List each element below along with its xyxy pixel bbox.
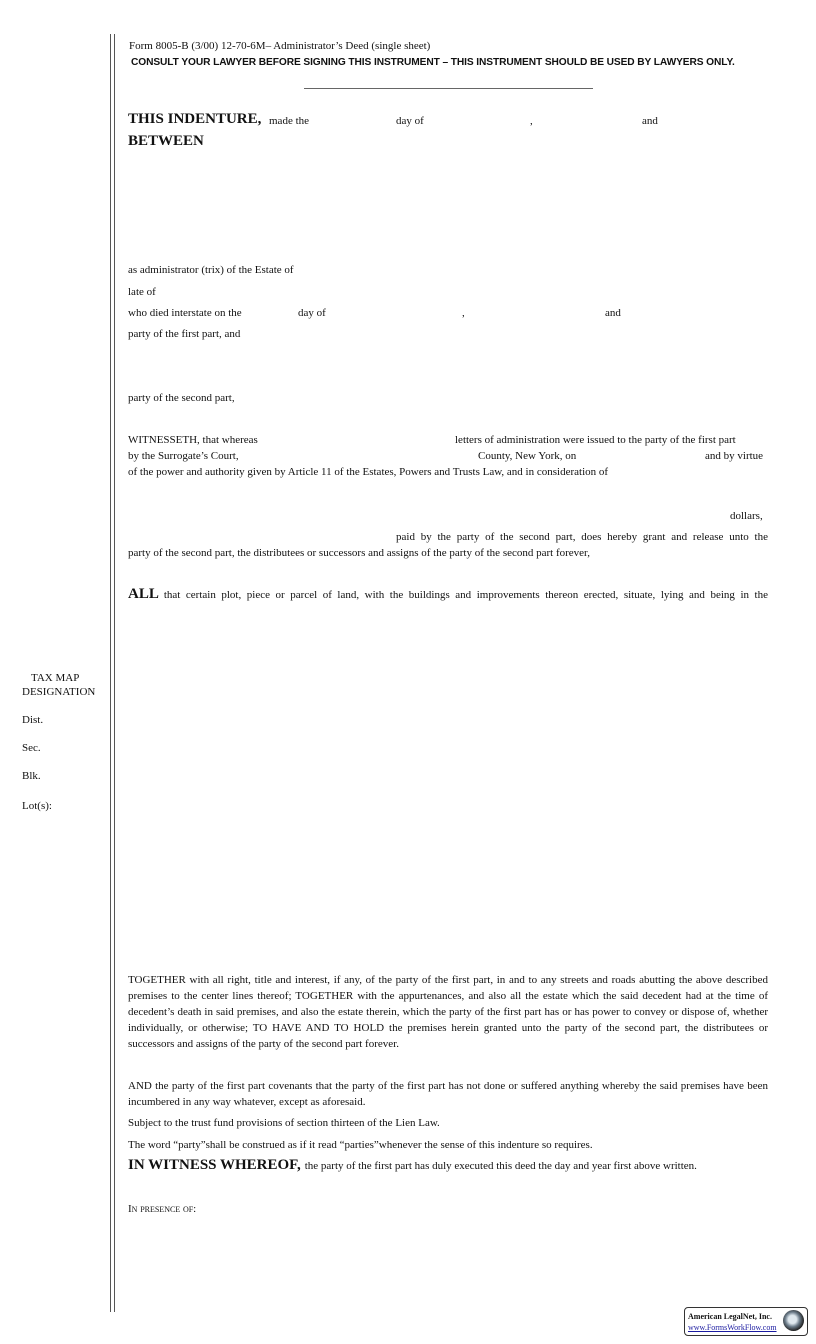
- text: party of the second part,: [128, 392, 235, 404]
- tax-map-title: TAX MAP: [31, 672, 80, 684]
- text: of the power and authority given by Article 11 of the Estates, Powers and Trusts Law, and in consideration of: [128, 466, 609, 478]
- text: paid by the party of the second part, does hereby grant and release unto the: [396, 531, 768, 543]
- indenture-title: THIS INDENTURE,: [128, 111, 262, 127]
- together-clause: TOGETHER with all right, title and interest, if any, of the party of the first part, in and to any streets and roads abutting the above described premises to the center lines thereof; TOGETHER with the appurtenances, and also all the estate which the said decedent had at the time of decedent’s death in said premises, and also the estate therein, which the party of the first part has or has power to convey or dispose of, whether individually, or otherwise; TO HAVE AND TO HOLD the premises herein granted unto the party of the second part, the distributees or successors and assigns of the party of the second part forever.: [128, 974, 768, 1050]
- text: made the: [269, 115, 310, 127]
- text: County, New York, on: [478, 450, 577, 462]
- presence-label: In presence of:: [128, 1203, 197, 1215]
- text: who died interstate on the: [128, 307, 242, 319]
- margin-rule: [114, 34, 115, 1312]
- text: ,: [530, 115, 533, 127]
- text: by the Surrogate’s Court,: [128, 450, 239, 462]
- party-definition: The word “party”shall be construed as if it read “parties”whenever the sense of this indenture so requires.: [128, 1139, 593, 1151]
- tax-map-title: DESIGNATION: [22, 686, 96, 698]
- text: ,: [462, 307, 465, 319]
- margin-rule: [110, 34, 111, 1312]
- logo-name: American LegalNet, Inc.: [688, 1312, 772, 1321]
- between-heading: BETWEEN: [128, 133, 204, 149]
- tax-map-lots: Lot(s):: [22, 800, 52, 812]
- text: party of the first part, and: [128, 328, 241, 340]
- text: day of: [298, 307, 326, 319]
- witness-clause: [128, 1158, 697, 1173]
- text: WITNESSETH, that whereas: [128, 434, 258, 446]
- text: that certain plot, piece or parcel of land, with the buildings and improvements thereon erected, situate, lying and being in the: [163, 589, 768, 601]
- logo-link[interactable]: www.FormsWorkFlow.com: [688, 1323, 777, 1332]
- lawyer-warning: CONSULT YOUR LAWYER BEFORE SIGNING THIS INSTRUMENT – THIS INSTRUMENT SHOULD BE USED BY LAWYERS ONLY.: [131, 57, 735, 68]
- witness-lead: IN WITNESS WHEREOF,: [128, 1157, 301, 1173]
- text: the party of the first part has duly executed this deed the day and year first above written.: [304, 1160, 697, 1172]
- text: party of the second part, the distributees or successors and assigns of the party of the second part forever,: [128, 547, 591, 559]
- globe-icon: [783, 1310, 804, 1331]
- text: and by virtue: [705, 450, 764, 462]
- lien-law: Subject to the trust fund provisions of section thirteen of the Lien Law.: [128, 1117, 440, 1129]
- covenant-clause: AND the party of the first part covenants that the party of the first part has not done or suffered anything whereby the said premises have been incumbered in any way whatever, except as aforesaid.: [128, 1080, 768, 1108]
- text: late of: [128, 286, 156, 298]
- text: letters of administration were issued to the party of the first part: [455, 434, 736, 446]
- text: dollars,: [730, 510, 763, 522]
- text: as administrator (trix) of the Estate of: [128, 264, 294, 276]
- tax-map-blk: Blk.: [22, 770, 41, 782]
- all-clause: [128, 587, 768, 602]
- form-number: Form 8005-B (3/00) 12-70-6M– Administrator’s Deed (single sheet): [129, 40, 431, 52]
- text: and: [642, 115, 658, 127]
- all-lead: ALL: [128, 586, 159, 602]
- tax-map-dist: Dist.: [22, 714, 44, 726]
- legalnet-logo: [684, 1307, 808, 1336]
- divider: [304, 88, 593, 89]
- text: day of: [396, 115, 424, 127]
- tax-map-sec: Sec.: [22, 742, 41, 754]
- text: and: [605, 307, 621, 319]
